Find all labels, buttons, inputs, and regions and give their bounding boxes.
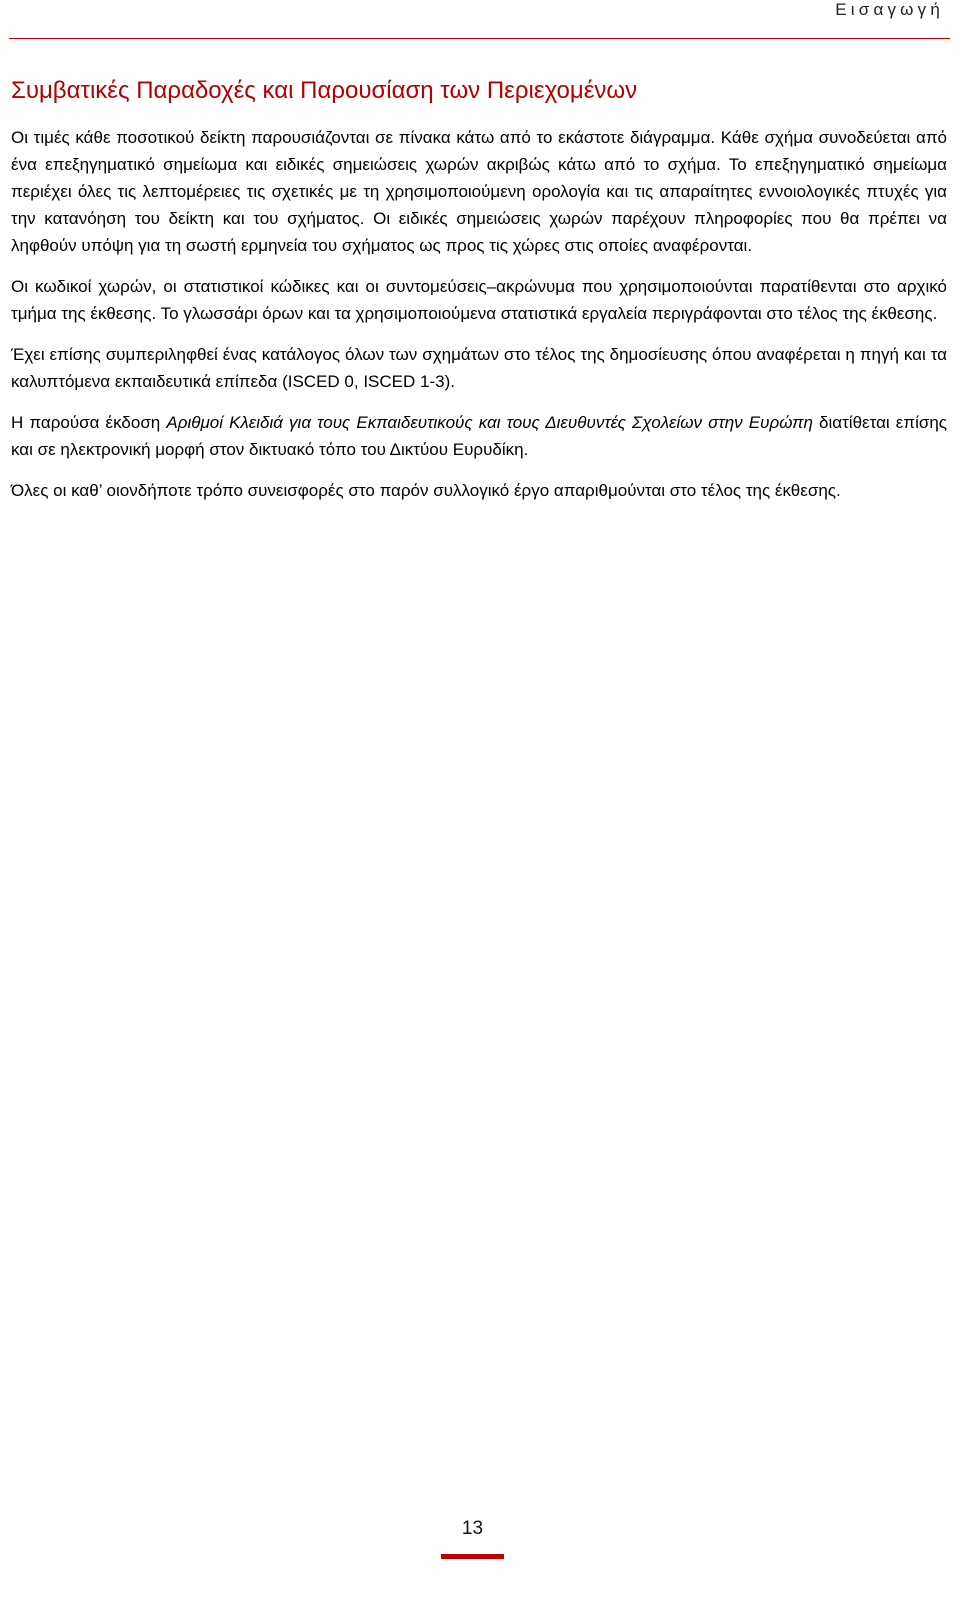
footer-bar [441, 1554, 504, 1559]
running-header: Εισαγωγή [835, 0, 944, 19]
paragraph-publication [11, 409, 947, 463]
paragraph-codes: Οι κωδικοί χωρών, οι στατιστικοί κώδικες και οι συντομεύσεις–ακρώνυμα που χρησιμοποιούνται παρατίθενται στο αρχικό τμήμα της έκθεσης. Το γλωσσάρι όρων και τα χρησιμοποιούμενα στατιστικά εργαλεία περιγράφονται στο τέλος της έκθεσης. [11, 277, 947, 323]
page-number: 13 [461, 1518, 484, 1539]
publication-rest: διατίθεται επίσης και σε ηλεκτρονική μορφή στον δικτυακό τόπο του Δικτύου Ευρυδίκη. [11, 413, 947, 459]
paragraph-indicators: Οι τιμές κάθε ποσοτικού δείκτη παρουσιάζονται σε πίνακα κάτω από το εκάστοτε διάγραμμα. Κάθε σχήμα συνοδεύεται από ένα επεξηγηματικό σημείωμα και ειδικές σημειώσεις χωρών ακριβώς κάτω από το σχήμα. Το επεξηγηματικό σημείωμα περιέχει όλες τις λεπτομέρειες τις σχετικές με τη χρησιμοποιούμενη ορολογία και τις απαραίτητες εννοιολογικές πτυχές για την κατανόηση του δείκτη και του σχήματος. Οι ειδικές σημειώσεις χωρών παρέχουν πληροφορίες που θα πρέπει να ληφθούν υπόψη για τη σωστή ερμηνεία του σχήματος ως προς τις χώρες στις οποίες αναφέρονται. [11, 128, 947, 255]
publication-title: Αριθμοί Κλειδιά για τους Εκπαιδευτικούς και τους Διευθυντές Σχολείων στην Ευρώπη [166, 413, 813, 432]
header-rule [9, 38, 950, 39]
main-content [11, 76, 947, 518]
paragraph-figure-list: Έχει επίσης συμπεριληφθεί ένας κατάλογος όλων των σχημάτων στο τέλος της δημοσίευσης όπου αναφέρεται η πηγή και τα καλυπτόμενα εκπαιδευτικά επίπεδα (ISCED 0, ISCED 1-3). [11, 345, 947, 391]
paragraph-contributions: Όλες οι καθ’ οιονδήποτε τρόπο συνεισφορές στο παρόν συλλογικό έργο απαριθμούνται στο τέλος της έκθεσης. [11, 481, 841, 500]
section-title: Συμβατικές Παραδοχές και Παρουσίαση των Περιεχομένων [11, 77, 638, 104]
publication-intro: Η παρούσα έκδοση [11, 413, 167, 432]
